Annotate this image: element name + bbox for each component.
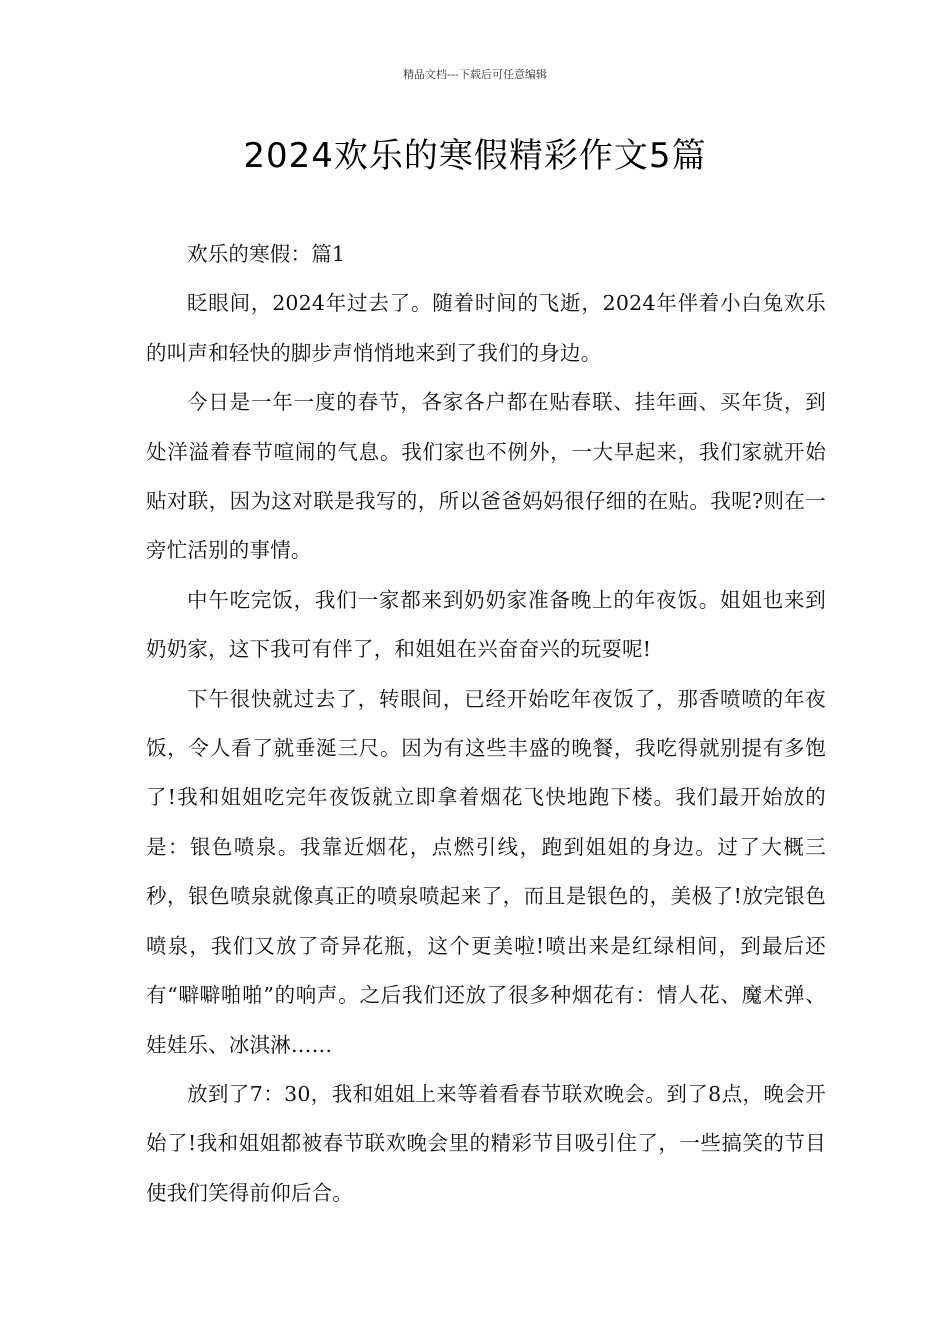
document-title: 2024欢乐的寒假精彩作文5篇 [243, 136, 707, 176]
document-body [146, 230, 826, 1218]
section-heading: 欢乐的寒假：篇1 [187, 242, 346, 266]
header-note: 精品文档---下载后可任意编辑 [403, 68, 547, 81]
paragraph: 眨眼间，2024年过去了。随着时间的飞逝，2024年伴着小白兔欢乐的叫声和轻快的脚步声悄悄地来到了我们的身边。 [146, 291, 826, 365]
paragraph: 放到了7：30，我和姐姐上来等着看春节联欢晚会。到了8点，晚会开始了!我和姐姐都被春节联欢晚会里的精彩节目吸引住了，一些搞笑的节目使我们笑得前仰后合。 [146, 1081, 826, 1205]
paragraph: 中午吃完饭，我们一家都来到奶奶家准备晚上的年夜饭。姐姐也来到奶奶家，这下我可有伴了，和姐姐在兴奋奋兴的玩耍呢! [146, 587, 826, 662]
paragraph: 今日是一年一度的春节，各家各户都在贴春联、挂年画、买年货，到处洋溢着春节喧闹的气息。我们家也不例外，一大早起来，我们家就开始贴对联，因为这对联是我写的，所以爸爸妈妈很仔细的在贴。我呢?则在一旁忙活别的事情。 [146, 390, 826, 563]
paragraph: 下午很快就过去了，转眼间，已经开始吃年夜饭了，那香喷喷的年夜饭，令人看了就垂涎三尺。因为有这些丰盛的晚餐，我吃得就别提有多饱了!我和姐姐吃完年夜饭就立即拿着烟花飞快地跑下楼。我们最开始放的是：银色喷泉。我靠近烟花，点燃引线，跑到姐姐的身边。过了大概三秒，银色喷泉就像真正的喷泉喷起来了，而且是银色的，美极了!放完银色喷泉，我们又放了奇异花瓶，这个更美啦!喷出来是红绿相间，到最后还有“噼噼啪啪”的响声。之后我们还放了很多种烟花有：情人花、魔术弹、娃娃乐、冰淇淋…… [146, 686, 826, 1057]
